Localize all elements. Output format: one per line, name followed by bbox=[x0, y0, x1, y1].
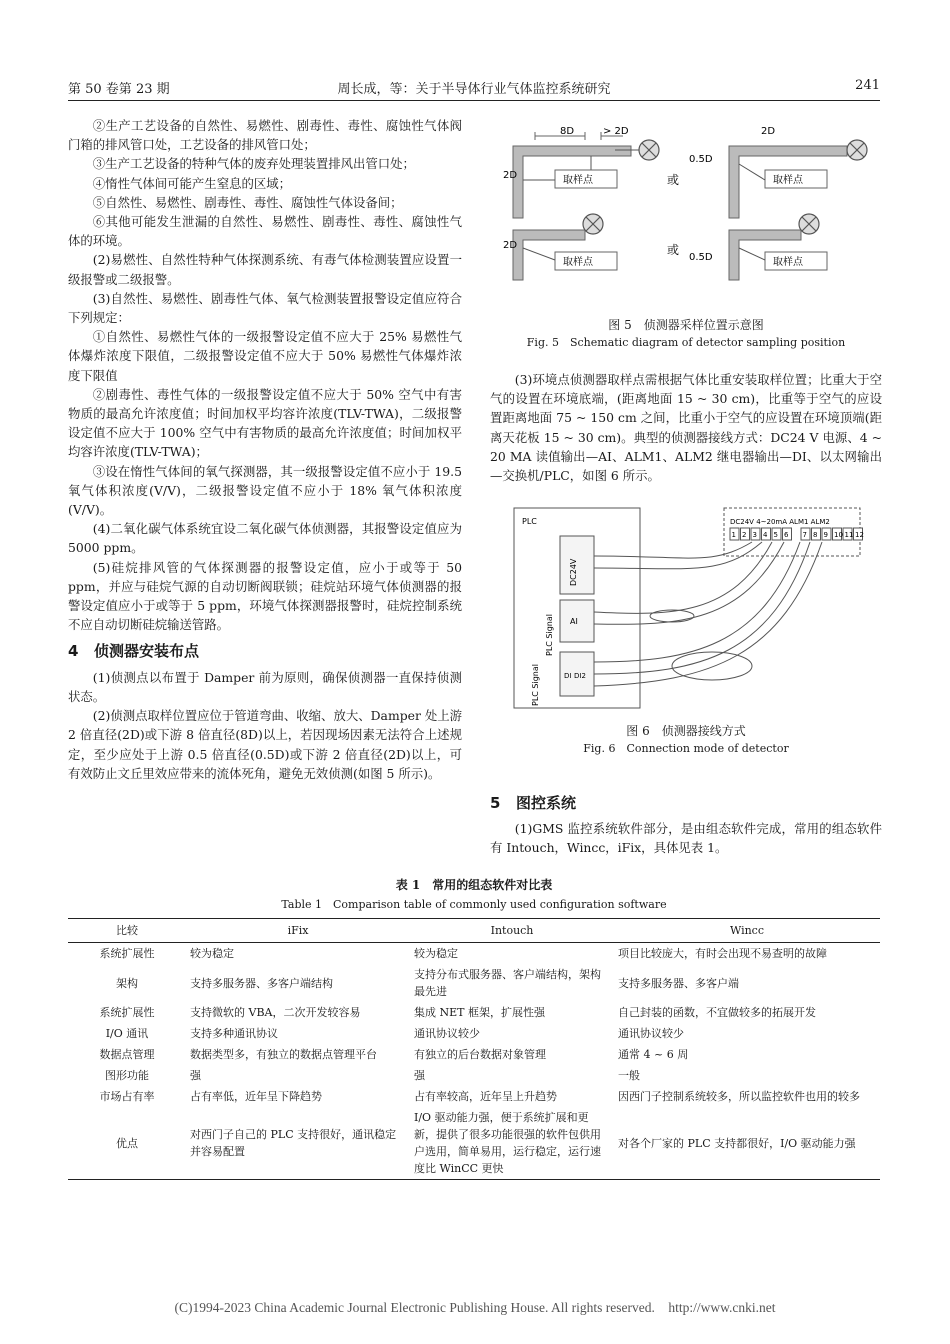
table-cell: 对西门子自己的 PLC 支持很好，通讯稳定并容易配置 bbox=[186, 1107, 410, 1180]
table-cell: 较为稳定 bbox=[414, 947, 458, 960]
diagram-c bbox=[503, 214, 617, 280]
diagram-d bbox=[689, 214, 827, 280]
terminal-number: 11 bbox=[844, 531, 854, 539]
table-cell: 数据类型多，有独立的数据点管理平台 bbox=[190, 1048, 377, 1061]
fig5-caption-cn: 图 5 侦测器采样位置示意图 bbox=[608, 318, 764, 332]
paragraph: (3)环境点侦测器取样点需根据气体比重安装取样位置；比重大于空气的设置在环境底端，(距离地面 15 ~ 30 cm)，比重等于空气的应设置距离地面 75 ~ 150 cm 之间，比重小于空气的应设置在环境顶端(距离天花板 15 ~ 30 cm)。典型的侦测器接线方式：DC24 V 电源、4 ~ 20 MA 读值输出—AI、ALM1、ALM2 继电器输出—DI、以太网输出—交换机/PLC，如图 6 所示。 bbox=[490, 372, 882, 484]
paragraph: ⑥其他可能发生泄漏的自然性、易燃性、剧毒性、毒性、腐蚀性气体的环境。 bbox=[68, 214, 462, 249]
or-label: 或 bbox=[667, 173, 680, 187]
paragraph: (3)自然性、易燃性、剧毒性气体、氧气检测装置报警设定值应符合下列规定： bbox=[68, 290, 462, 326]
terminal-number: 4 bbox=[763, 531, 768, 539]
paragraph: ②剧毒性、毒性气体的一级报警设定值不应大于 50% 空气中有害物质的最高允许浓度值；时间加权平均容许浓度(TLV-TWA)，二级报警设定值不应大于 100% 空气中有害物质的最高允许浓度值；时间加权平均容许浓度(TLV-TWA)； bbox=[68, 386, 462, 460]
table-body bbox=[68, 943, 880, 1180]
terminal-number: 1 bbox=[731, 531, 736, 539]
paragraph: ②生产工艺设备的自然性、易燃性、剧毒性、毒性、腐蚀性气体阀门箱的排风管口处，工艺设备的排风管口处； bbox=[68, 118, 462, 153]
table-row bbox=[68, 1044, 880, 1065]
label-8d: 8D bbox=[560, 126, 575, 137]
fig6-caption-en: Fig. 6 Connection mode of detector bbox=[583, 742, 789, 755]
table-cell: 因西门子控制系统较多，所以监控软件也用的较多 bbox=[618, 1090, 860, 1103]
table-1 bbox=[68, 918, 880, 1180]
paragraph: (1)GMS 监控系统软件部分，是由组态软件完成，常用的组态软件有 Intouch，Wincc，iFix，具体见表 1。 bbox=[490, 821, 882, 856]
running-header bbox=[68, 78, 880, 98]
paragraph: ④惰性气体间可能产生窒息的区域； bbox=[92, 175, 292, 191]
table-cell: 强 bbox=[190, 1069, 201, 1082]
paragraph: (5)硅烷排风管的气体探测器的报警设定值，应小于或等于 50 ppm，并应与硅烷气源的自动切断阀联锁；硅烷站环境气体侦测器的报警设定值应小于或等于 5 ppm，环境气体探测器报警时，硅烷控制系统不应自动切断硅烷输送管路。 bbox=[68, 559, 462, 633]
section-title: 侦测器安装布点 bbox=[94, 642, 200, 661]
table-header-row bbox=[68, 919, 880, 943]
terminal-number: 9 bbox=[823, 531, 828, 539]
table-cell: 支持多种通讯协议 bbox=[190, 1027, 278, 1040]
terminal-number: 8 bbox=[813, 531, 818, 539]
table-cell: 架构 bbox=[116, 976, 138, 990]
left-column bbox=[68, 116, 462, 783]
table-header-cell: Wincc bbox=[614, 919, 880, 943]
terminal-number: 12 bbox=[855, 531, 864, 539]
plc-label: PLC bbox=[522, 517, 537, 526]
table-cell: 项目比较庞大，有时会出现不易查明的故障 bbox=[618, 947, 827, 960]
di-label: DI bbox=[564, 672, 572, 680]
fig6-diagram bbox=[512, 506, 862, 712]
right-column-top bbox=[490, 370, 882, 485]
table-cell: 系统扩展性 bbox=[99, 947, 155, 960]
dc24v-label: DC24V bbox=[569, 558, 578, 586]
section-heading-4 bbox=[68, 642, 462, 661]
paragraph: ⑤自然性、易燃性、剧毒性、毒性、腐蚀性气体设备间； bbox=[92, 194, 403, 210]
terminal-number: 5 bbox=[773, 531, 778, 539]
section-number: 5 bbox=[490, 794, 501, 812]
right-column-bottom bbox=[490, 786, 882, 858]
table-cell: 支持多服务器、多客户端 bbox=[618, 976, 739, 990]
sample-point-label: 取样点 bbox=[563, 175, 593, 186]
table-cell: 对各个厂家的 PLC 支持都很好，I/O 驱动能力强 bbox=[614, 1107, 880, 1180]
table-row bbox=[68, 964, 880, 1002]
table-row bbox=[68, 1023, 880, 1044]
table-cell: 通讯协议较少 bbox=[414, 1027, 480, 1040]
table-cell: 集成 NET 框架，扩展性强 bbox=[414, 1006, 545, 1019]
table-cell: 占有率较高，近年呈上升趋势 bbox=[414, 1090, 557, 1103]
fig5-caption bbox=[490, 316, 882, 351]
journal-issue: 第 50 卷第 23 期 bbox=[68, 82, 170, 97]
section-title: 图控系统 bbox=[516, 794, 577, 812]
paragraph: ①自然性、易燃性气体的一级报警设定值不应大于 25% 易燃性气体爆炸浓度下限值，二级报警设定值不应大于 50% 易燃性气体爆炸浓度下限值 bbox=[68, 329, 462, 383]
table-header-cell: 比较 bbox=[68, 919, 186, 943]
table-cell: 系统扩展性 bbox=[99, 1006, 155, 1019]
table-cell: I/O 驱动能力强，便于系统扩展和更新，提供了很多功能很强的软件包供用户选用，简单易用，运行稳定，运行速度比 WinCC 更快 bbox=[410, 1107, 614, 1180]
table-cell: 一般 bbox=[618, 1069, 640, 1082]
figure-5 bbox=[505, 118, 885, 296]
di2-label: DI2 bbox=[574, 672, 586, 680]
table-cell: 支持分布式服务器、客户端结构，架构最先进 bbox=[414, 968, 601, 998]
table-cell: 支持微软的 VBA，二次开发较容易 bbox=[190, 1006, 361, 1019]
terminal-number: 10 bbox=[834, 531, 843, 539]
section-number: 4 bbox=[68, 642, 79, 661]
table-cell: I/O 通讯 bbox=[105, 1027, 149, 1040]
table-header-cell: iFix bbox=[186, 919, 410, 943]
table-row bbox=[68, 943, 880, 965]
label-2d: 2D bbox=[503, 170, 518, 181]
plc-signal-label: PLC Signal bbox=[545, 614, 554, 656]
table-cell: 较为稳定 bbox=[190, 947, 234, 960]
diagram-a bbox=[503, 126, 659, 218]
copyright-footer: (C)1994-2023 China Academic Journal Electronic Publishing House. All rights reserved. http://www.cnki.net bbox=[174, 1300, 776, 1315]
terminal-number: 6 bbox=[784, 531, 789, 539]
table1-title-en: Table 1 Comparison table of commonly used configuration software bbox=[281, 898, 667, 911]
table-row bbox=[68, 1107, 880, 1180]
table-header-cell: Intouch bbox=[410, 919, 614, 943]
table-cell: 强 bbox=[414, 1069, 425, 1082]
table-cell: 通讯协议较少 bbox=[618, 1027, 684, 1040]
label-05d: 0.5D bbox=[689, 252, 713, 263]
terminal-header: DC24V 4~20mA ALM1 ALM2 bbox=[730, 518, 830, 526]
sample-point-label: 取样点 bbox=[773, 257, 803, 268]
paragraph: (2)易燃性、自然性特种气体探测系统、有毒气体检测装置应设置一级报警或二级报警。 bbox=[68, 252, 462, 287]
plc-signal-label: PLC Signal bbox=[531, 664, 540, 706]
section-heading-5 bbox=[490, 794, 882, 813]
table-row bbox=[68, 1086, 880, 1107]
diagram-b bbox=[689, 126, 867, 218]
fig5-diagram bbox=[505, 118, 885, 296]
sample-point-label: 取样点 bbox=[773, 175, 803, 186]
ai-label: AI bbox=[570, 617, 578, 626]
terminal-number: 7 bbox=[802, 531, 807, 539]
table-cell: 市场占有率 bbox=[99, 1090, 155, 1103]
table-row bbox=[68, 1002, 880, 1023]
paragraph: ③设在惰性气体间的氧气探测器，其一级报警设定值不应小于 19.5 氧气体积浓度(V/V)，二级报警设定值不应小于 18% 氧气体积浓度(V/V)。 bbox=[68, 463, 462, 518]
fig6-caption bbox=[490, 722, 882, 757]
table-cell: 通常 4 ~ 6 周 bbox=[618, 1048, 689, 1061]
page-number: 241 bbox=[855, 78, 880, 93]
table-cell: 优点 bbox=[68, 1107, 186, 1180]
fig6-caption-cn: 图 6 侦测器接线方式 bbox=[626, 724, 746, 738]
paragraph: (4)二氧化碳气体系统宜设二氧化碳气体侦测器，其报警设定值应为 5000 ppm。 bbox=[68, 521, 462, 556]
label-2d: 2D bbox=[503, 240, 518, 251]
table-cell: 图形功能 bbox=[105, 1069, 149, 1082]
label-05d: 0.5D bbox=[689, 154, 713, 165]
header-rule bbox=[68, 100, 880, 101]
table-cell: 有独立的后台数据对象管理 bbox=[414, 1048, 546, 1061]
paragraph: (2)侦测点取样位置应位于管道弯曲、收缩、放大、Damper 处上游 2 倍直径(2D)或下游 8 倍直径(8D)以上，若因现场因素无法符合上述规定，至少应处于上游 0.5 倍直径(0.5D)或下游 2 倍直径(2D)以上，可有效防止文丘里效应带来的流体死角，避免无效侦测(如图 5 所示)。 bbox=[68, 708, 462, 781]
table-row bbox=[68, 1065, 880, 1086]
table-cell: 自己封装的函数，不宜做较多的拓展开发 bbox=[618, 1006, 816, 1019]
label-gt2d: > 2D bbox=[603, 126, 629, 137]
table-cell: 数据点管理 bbox=[99, 1048, 155, 1061]
sample-point-label: 取样点 bbox=[563, 257, 593, 268]
paragraph: (1)侦测点以布置于 Damper 前为原则，确保侦测器一直保持侦测状态。 bbox=[68, 669, 462, 704]
article-running-title: 周长成，等：关于半导体行业气体监控系统研究 bbox=[337, 82, 611, 97]
table1-title-cn: 表 1 常用的组态软件对比表 bbox=[395, 878, 553, 892]
figure-6 bbox=[512, 506, 862, 712]
terminal-number: 2 bbox=[742, 531, 747, 539]
table-cell: 占有率低，近年呈下降趋势 bbox=[190, 1090, 322, 1103]
table-cell: 支持多服务器、多客户端结构 bbox=[190, 976, 333, 990]
paragraph: ③生产工艺设备的特种气体的废弃处理装置排风出管口处； bbox=[92, 156, 415, 172]
terminal-number: 3 bbox=[752, 531, 757, 539]
fig5-caption-en: Fig. 5 Schematic diagram of detector sampling position bbox=[526, 336, 846, 349]
or-label: 或 bbox=[667, 243, 680, 257]
label-2d: 2D bbox=[761, 126, 776, 137]
